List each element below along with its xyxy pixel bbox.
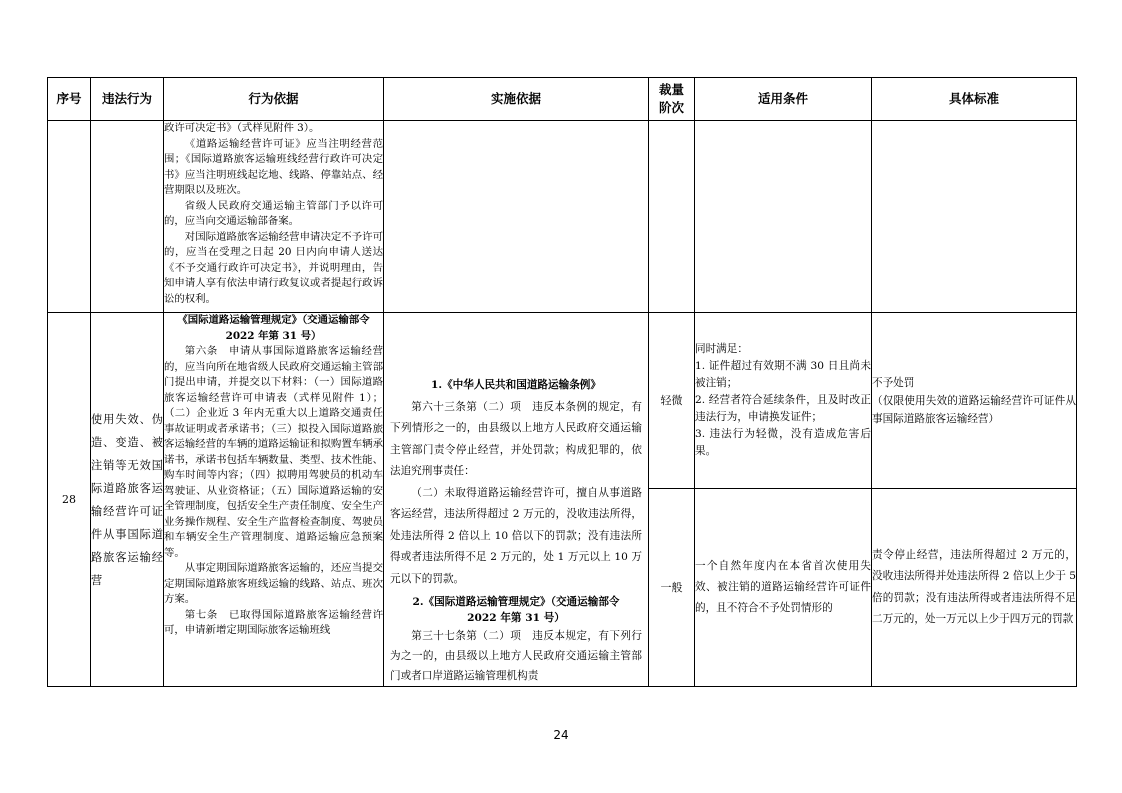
standard-light: [872, 313, 1077, 489]
cont-basis-paragraph: 省级人民政府交通运输主管部门予以许可的，应当向交通运输部备案。: [164, 199, 383, 227]
page-number: 24: [553, 728, 569, 742]
header-implementation: 实施依据: [384, 78, 649, 121]
standard-line: （仅限使用失效的道路运输经营许可证件从事国际道路旅客运输经营）: [872, 394, 1076, 425]
cont-basis-paragraph: 对国际道路旅客运输经营申请决定不予许可的，应当在受理之日起 20 日内向申请人送达《不予交通行政许可决定书》，并说明理由，告知申请人享有依法申请行政复议或者提起行政诉讼的权利。: [164, 230, 383, 305]
impl-paragraph: （二）未取得道路运输经营许可，擅自从事道路客运经营，违法所得超过 2 万元的，没收违法所得，处违法所得 2 倍以上 10 倍以下的罚款；没有违法所得或者违法所得不足 2 万元的，处 1 万元以上 10 万元以下的罚款。: [390, 486, 642, 585]
standard-general: [872, 489, 1077, 687]
impl-paragraph: 第六十三条第（二）项 违反本条例的规定，有下列情形之一的，由县级以上地方人民政府交通运输主管部门责令停止经营，并处罚款；构成犯罪的，依法追究刑事责任：: [390, 400, 642, 477]
cont-conditions-cell: [695, 121, 872, 313]
header-standard: 具体标准: [872, 78, 1077, 121]
condition-line: 1. 证件超过有效期不满 30 日且尚未被注销；: [695, 360, 871, 390]
cont-standard-cell: [872, 121, 1077, 313]
standard-line: 不予处罚: [872, 376, 915, 389]
condition-line: 2. 经营者符合延续条件，且及时改正违法行为，申请换发证件；: [695, 394, 871, 424]
item-behavior: 使用失效、伪造、变造、被注销等无效国际道路旅客运输经营许可证件从事国际道路旅客运输经营: [91, 313, 164, 687]
condition-line: 3. 违法行为轻微，没有造成危害后果。: [695, 428, 871, 458]
conditions-light: [695, 313, 872, 489]
standard-line: 责令停止经营，违法所得超过 2 万元的，没收违法所得并处违法所得 2 倍以上少于 5 倍的罚款；没有违法所得或者违法所得不足二万元的，处一万元以上少于四万元的罚款: [872, 548, 1076, 626]
header-behavior: 违法行为: [91, 78, 164, 121]
cont-basis-paragraph: 《道路运输经营许可证》应当注明经营范围；《国际道路旅客运输班线经营行政许可决定书》应当注明班线起讫地、线路、停靠站点、经营期限以及班次。: [164, 137, 383, 196]
header-row: [48, 78, 1077, 121]
basis-title: 《国际道路运输管理规定》（交通运输部令 2022 年第 31 号）: [177, 314, 370, 342]
conditions-general: [695, 489, 872, 687]
level-light: 轻微: [649, 313, 695, 489]
cont-behavior-cell: [91, 121, 164, 313]
impl-title: 1.《中华人民共和国道路运输条例》: [431, 379, 601, 391]
cont-basis-cell: [164, 121, 384, 313]
cont-basis-paragraph: 政许可决定书》（式样见附件 3）。: [164, 122, 320, 134]
condition-line: 同时满足：: [695, 343, 748, 356]
condition-line: 一个自然年度内在本省首次使用失效、被注销的道路运输经营许可证件的，且不符合不予处罚情形的: [695, 560, 871, 615]
item-number: 28: [48, 313, 91, 687]
cont-number-cell: [48, 121, 91, 313]
impl-paragraph: 第三十七条第（二）项 违反本规定，有下列行为之一的，由县级以上地方人民政府交通运输主管部门或者口岸道路运输管理机构责: [390, 630, 642, 682]
header-basis: 行为依据: [164, 78, 384, 121]
header-level: 裁量阶次: [649, 78, 695, 121]
level-general: 一般: [649, 489, 695, 687]
cont-impl-cell: [384, 121, 649, 313]
item-implementation: [384, 313, 649, 687]
basis-paragraph: 从事定期国际道路旅客运输的，还应当提交定期国际道路旅客班线运输的线路、站点、班次方案。: [164, 562, 383, 605]
regulation-table: [47, 77, 1077, 687]
item-row-light: [48, 313, 1077, 489]
item-basis: [164, 313, 384, 687]
continuation-row: [48, 121, 1077, 313]
basis-paragraph: 第七条 已取得国际道路旅客运输经营许可，申请新增定期国际旅客运输班线: [164, 608, 383, 636]
basis-paragraph: 第六条 申请从事国际道路旅客运输经营的，应当向所在地省级人民政府交通运输主管部门提出申请，并提交以下材料：（一）国际道路旅客运输经营许可申请表（式样见附件 1）；（二）企业近 3 年内无重大以上道路交通责任事故证明或者承诺书；（三）拟投入国际道路旅客运输经营的车辆的道路运输证和拟购置车辆承诺书，承诺书包括车辆数量、类型、技术性能、购车时间等内容；（四）拟聘用驾驶员的机动车驾驶证、从业资格证；（五）国际道路运输的安全管理制度，包括安全生产责任制度、安全生产业务操作规程、安全生产监督检查制度、驾驶员和车辆安全生产管理制度、道路运输应急预案等。: [164, 345, 383, 559]
impl-title: 2.《国际道路运输管理规定》（交通运输部令 2022 年第 31 号）: [412, 596, 620, 624]
header-conditions: 适用条件: [695, 78, 872, 121]
header-number: 序号: [48, 78, 91, 121]
cont-level-cell: [649, 121, 695, 313]
